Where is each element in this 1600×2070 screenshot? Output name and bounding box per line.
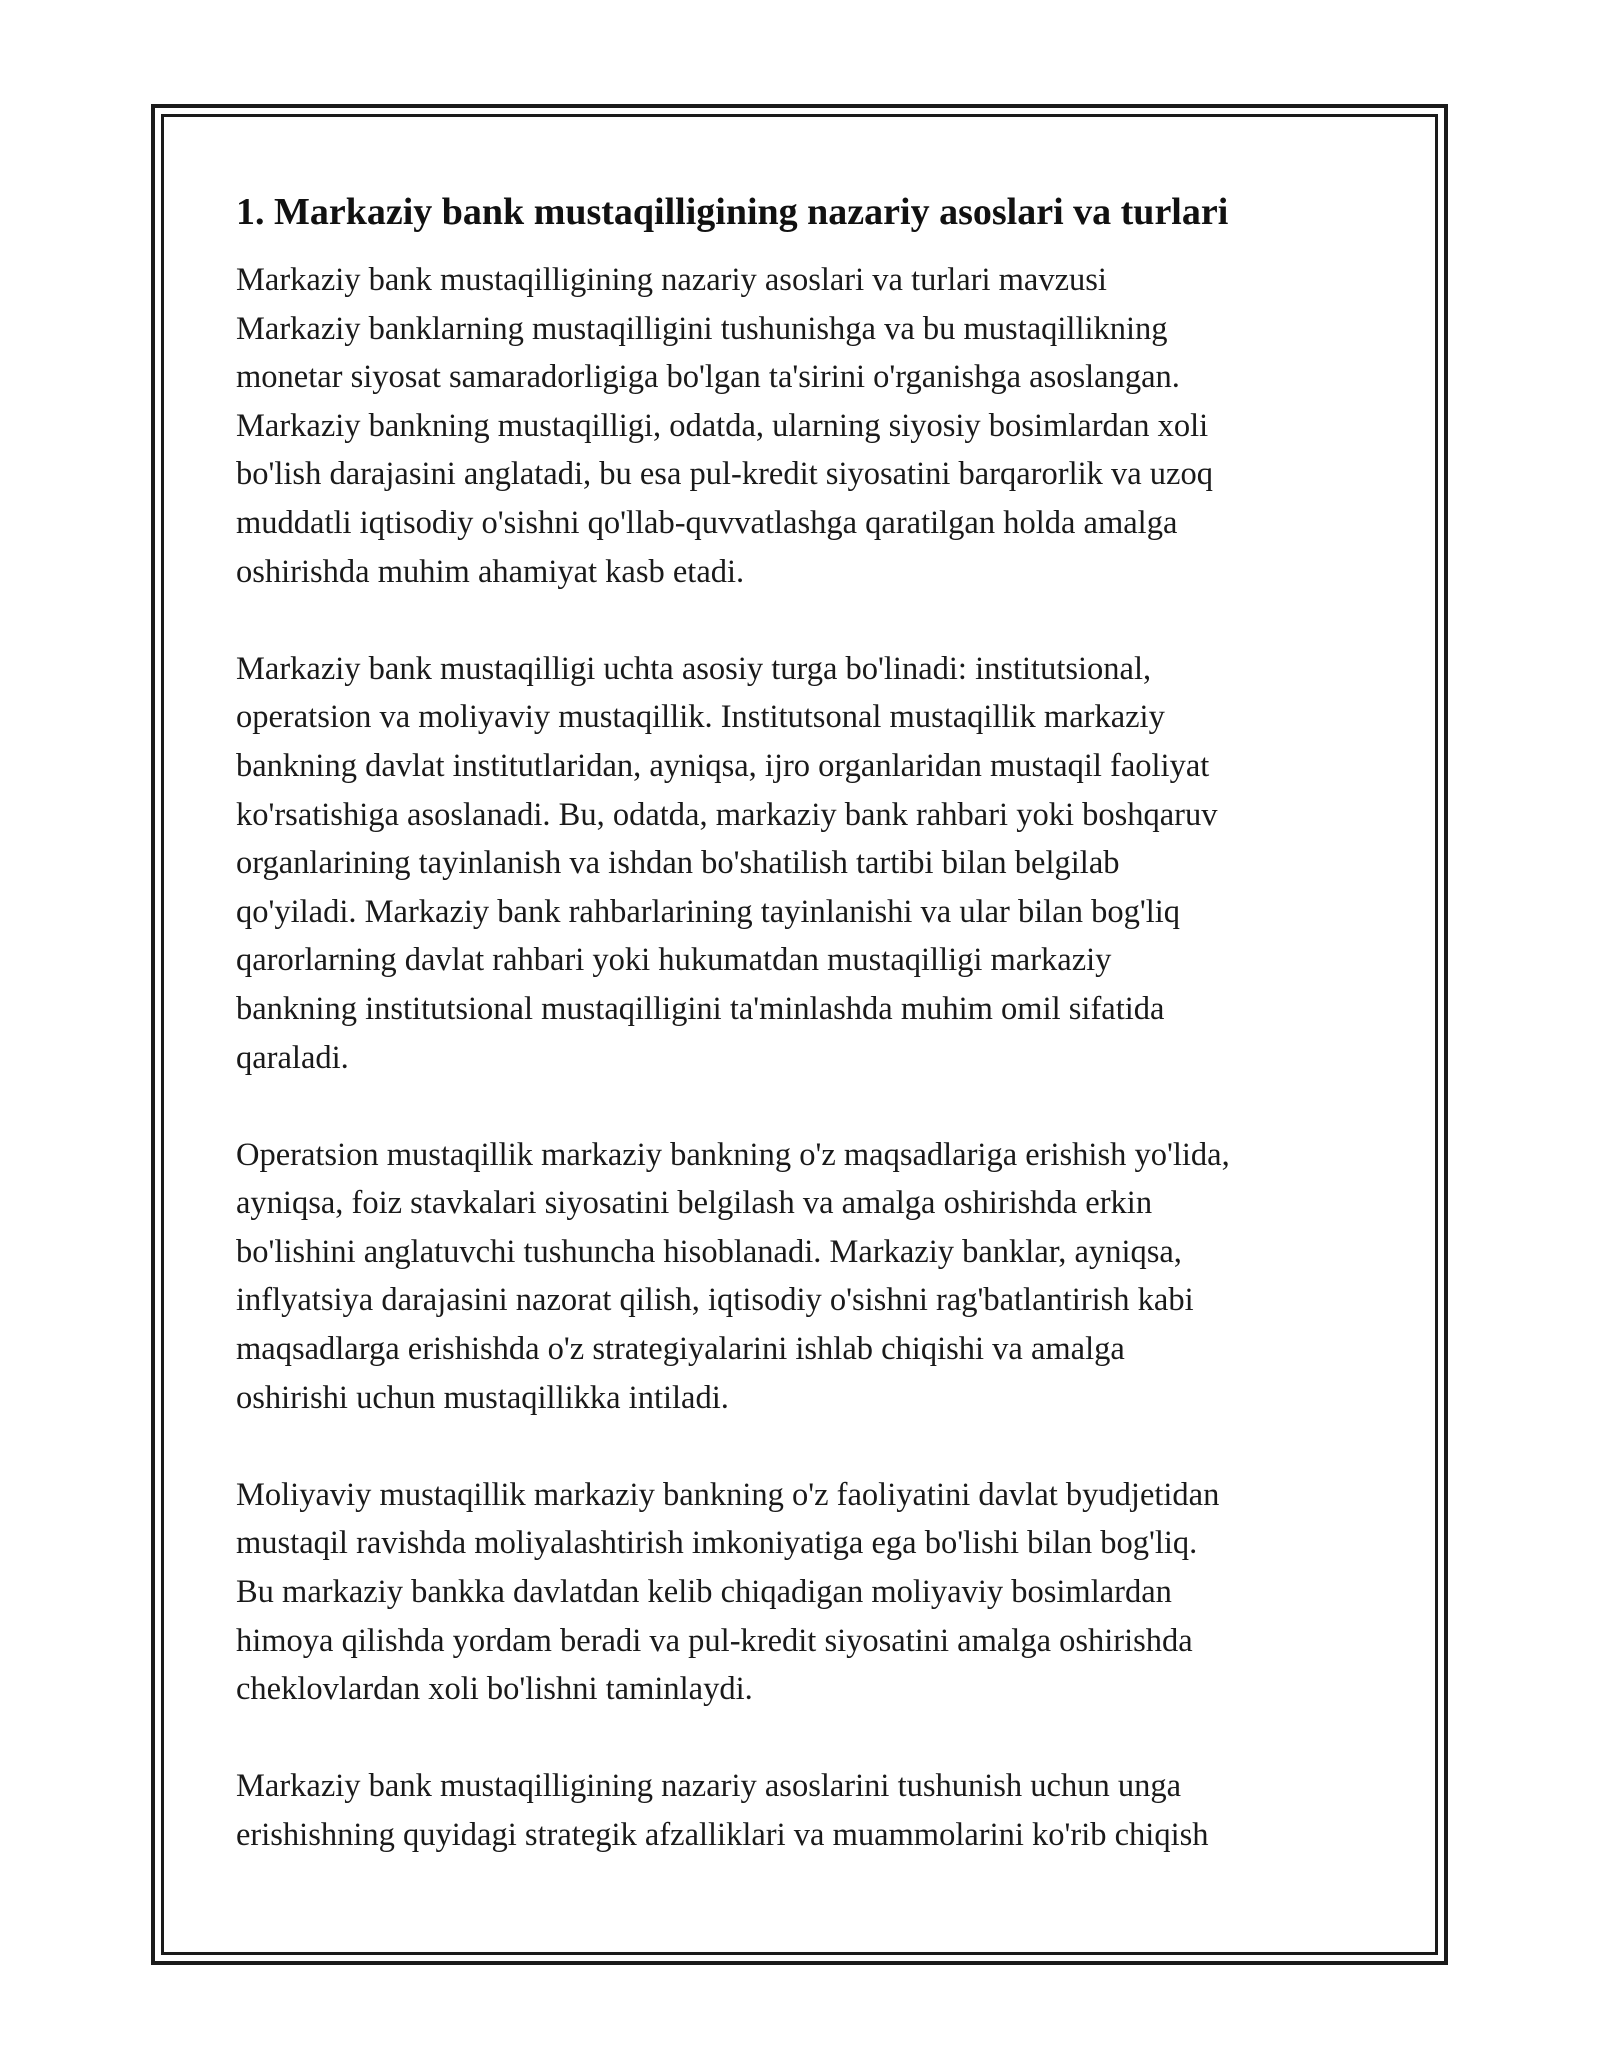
text-line: qarorlarning davlat rahbari yoki hukumatdan mustaqilligi markaziy <box>236 942 1112 979</box>
text-line: bo'lish darajasini anglatadi, bu esa pul-kredit siyosatini barqarorlik va uzoq <box>236 456 1213 493</box>
text-line: cheklovlardan xoli bo'lishni taminlaydi. <box>236 1671 753 1708</box>
text-line: bo'lishini anglatuvchi tushuncha hisoblanadi. Markaziy banklar, ayniqsa, <box>236 1233 1182 1270</box>
text-line: oshirishi uchun mustaqillikka intiladi. <box>236 1379 729 1416</box>
paragraph-3 <box>236 1131 1376 1423</box>
text-line: Markaziy bank mustaqilligining nazariy asoslarini tushunish uchun unga <box>236 1768 1182 1805</box>
paragraph-1 <box>236 256 1376 596</box>
text-line: Bu markaziy bankka davlatdan kelib chiqadigan moliyaviy bosimlardan <box>236 1574 1172 1611</box>
text-line: organlarining tayinlanish va ishdan bo'shatilish tartibi bilan belgilab <box>236 845 1120 882</box>
section-heading: 1. Markaziy bank mustaqilligining nazariy asoslari va turlari <box>236 191 1229 233</box>
text-line: qo'yiladi. Markaziy bank rahbarlarining tayinlanishi va ular bilan bog'liq <box>236 893 1181 930</box>
text-line: Markaziy bank mustaqilligi uchta asosiy turga bo'linadi: institutsional, <box>236 650 1152 687</box>
text-line: erishishning quyidagi strategik afzalliklari va muammolarini ko'rib chiqish <box>236 1817 1209 1853</box>
paragraph-2 <box>236 645 1376 1082</box>
text-line: ayniqsa, foiz stavkalari siyosatini belgilash va amalga oshirishda erkin <box>236 1185 1153 1222</box>
text-line: bankning institutsional mustaqilligini ta'minlashda muhim omil sifatida <box>236 990 1165 1027</box>
text-line: mustaqil ravishda moliyalashtirish imkoniyatiga ega bo'lishi bilan bog'liq. <box>236 1525 1198 1562</box>
text-line: ko'rsatishiga asoslanadi. Bu, odatda, markaziy bank rahbari yoki boshqaruv <box>236 796 1218 833</box>
text-line: himoya qilishda yordam beradi va pul-kredit siyosatini amalga oshirishda <box>236 1622 1193 1659</box>
text-line: bankning davlat institutlaridan, ayniqsa, ijro organlaridan mustaqil faoliyat <box>236 747 1210 784</box>
text-line: Markaziy bank mustaqilligining nazariy asoslari va turlari mavzusi <box>236 262 1107 298</box>
text-line: operatsion va moliyaviy mustaqillik. Institutsonal mustaqillik markaziy <box>236 699 1165 736</box>
text-line: inflyatsiya darajasini nazorat qilish, iqtisodiy o'sishni rag'batlantirish kabi <box>236 1282 1194 1319</box>
text-line: maqsadlarga erishishda o'z strategiyalarini ishlab chiqishi va amalga <box>236 1331 1125 1368</box>
paragraph-5 <box>236 1762 1376 1859</box>
text-line: Markaziy bankning mustaqilligi, odatda, ularning siyosiy bosimlardan xoli <box>236 407 1209 444</box>
document-body <box>236 188 1376 1908</box>
text-line: Moliyaviy mustaqillik markaziy bankning o'z faoliyatini davlat byudjetidan <box>236 1476 1220 1513</box>
text-line: qaraladi. <box>236 1039 349 1076</box>
text-line: monetar siyosat samaradorligiga bo'lgan ta'sirini o'rganishga asoslangan. <box>236 359 1180 396</box>
paragraph-4 <box>236 1471 1376 1714</box>
text-line: Markaziy banklarning mustaqilligini tushunishga va bu mustaqillikning <box>236 310 1168 347</box>
text-line: oshirishda muhim ahamiyat kasb etadi. <box>236 553 745 590</box>
text-line: muddatli iqtisodiy o'sishni qo'llab-quvvatlashga qaratilgan holda amalga <box>236 504 1178 541</box>
text-line: Operatsion mustaqillik markaziy bankning o'z maqsadlariga erishish yo'lida, <box>236 1136 1230 1173</box>
